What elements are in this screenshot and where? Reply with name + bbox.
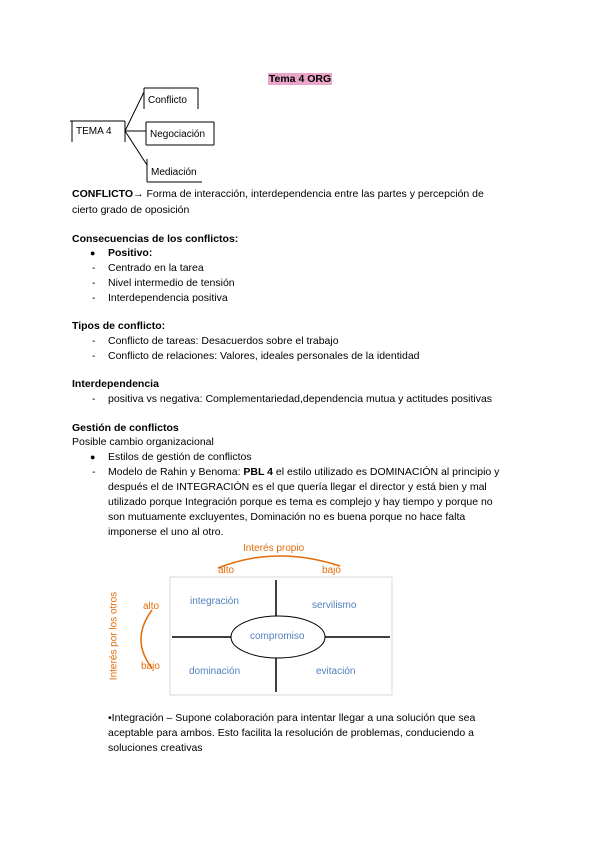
dash-icon: - xyxy=(92,277,96,289)
gestion-subtitle: Posible cambio organizacional xyxy=(72,436,214,448)
conflicto-def-line1: Forma de interacción, interdependencia entre las partes y percepción de xyxy=(146,188,484,200)
diagram-root-label: TEMA 4 xyxy=(76,126,112,137)
dash-icon: - xyxy=(92,350,96,362)
quadrant-integracion: integración xyxy=(190,596,239,607)
consecuencias-item: Interdependencia positiva xyxy=(108,292,228,304)
bullet-dot-icon: ● xyxy=(90,452,96,462)
model-line4: son mutuamente excluyentes, Dominación no es buena porque no hace falta xyxy=(108,511,466,523)
center-compromiso: compromiso xyxy=(250,631,305,642)
gestion-bullet: Estilos de gestión de conflictos xyxy=(108,451,252,463)
integracion-line2: aceptable para ambos. Esto facilita la resolución de problemas, conduciendo a xyxy=(108,727,474,739)
conflicto-def-line2: cierto grado de oposición xyxy=(72,204,190,216)
integracion-line3: soluciones creativas xyxy=(108,742,203,754)
diagram-node-conflicto: Conflicto xyxy=(148,95,187,106)
branch-conflicto xyxy=(125,92,144,131)
dash-icon: - xyxy=(92,262,96,274)
consecuencias-item: Centrado en la tarea xyxy=(108,262,204,274)
branch-mediacion xyxy=(125,131,147,165)
top-axis-label: Interés propio xyxy=(243,543,305,554)
quadrant-dominacion: dominación xyxy=(189,666,241,677)
dash-icon: - xyxy=(92,466,96,478)
model-line3: utilizado porque Integración porque es tema es complejo y hay tiempo y porque no xyxy=(108,496,493,508)
model-prefix: Modelo de Rahin y Benoma: xyxy=(108,466,244,478)
arrow-icon: → xyxy=(133,188,144,200)
side-brace xyxy=(141,610,152,668)
side-high-label: alto xyxy=(143,601,160,612)
consecuencias-heading: Consecuencias de los conflictos: xyxy=(72,233,239,245)
tipos-item: Conflicto de relaciones: Valores, ideales personales de la identidad xyxy=(108,350,420,362)
consecuencias-item: Nivel intermedio de tensión xyxy=(108,277,235,289)
page-title-text: Tema 4 ORG xyxy=(268,73,332,85)
model-line5: imponerse el uno al otro. xyxy=(108,526,224,538)
tipos-heading: Tipos de conflicto: xyxy=(72,320,166,332)
conflict-styles-grid xyxy=(100,540,400,705)
gestion-heading: Gestión de conflictos xyxy=(72,422,179,434)
dash-icon: - xyxy=(92,292,96,304)
interdependencia-item: positiva vs negativa: Complementariedad,dependencia mutua y actitudes positivas xyxy=(108,393,493,405)
dash-icon: - xyxy=(92,335,96,347)
consecuencias-bullet: Positivo: xyxy=(108,247,153,259)
model-line1-rest: el estilo utilizado es DOMINACIÓN al principio y xyxy=(273,466,500,478)
model-line2: después el de INTEGRACIÓN es el que quería llegar el director y está bien y mal xyxy=(108,481,487,493)
quadrant-servilismo: servilismo xyxy=(312,600,357,611)
model-bold: PBL 4 xyxy=(243,466,273,478)
side-low-label: bajo xyxy=(141,661,160,672)
bullet-dot-icon: ● xyxy=(90,248,96,258)
interdependencia-heading: Interdependencia xyxy=(72,378,159,390)
top-low-label: bajo xyxy=(322,565,341,576)
quadrant-evitacion: evitación xyxy=(316,666,356,677)
top-high-label: alto xyxy=(218,565,235,576)
conflicto-term: CONFLICTO xyxy=(72,188,134,200)
diagram-node-negociacion: Negociación xyxy=(150,129,206,140)
integracion-line1: •Integración – Supone colaboración para intentar llegar a una solución que sea xyxy=(108,712,476,724)
side-axis-label: Interés por los otros xyxy=(108,591,120,681)
conflicto-definition xyxy=(72,188,484,200)
tipos-item: Conflicto de tareas: Desacuerdos sobre el trabajo xyxy=(108,335,339,347)
model-line1 xyxy=(108,466,499,478)
dash-icon: - xyxy=(92,393,96,405)
diagram-node-mediacion: Mediación xyxy=(151,167,197,178)
